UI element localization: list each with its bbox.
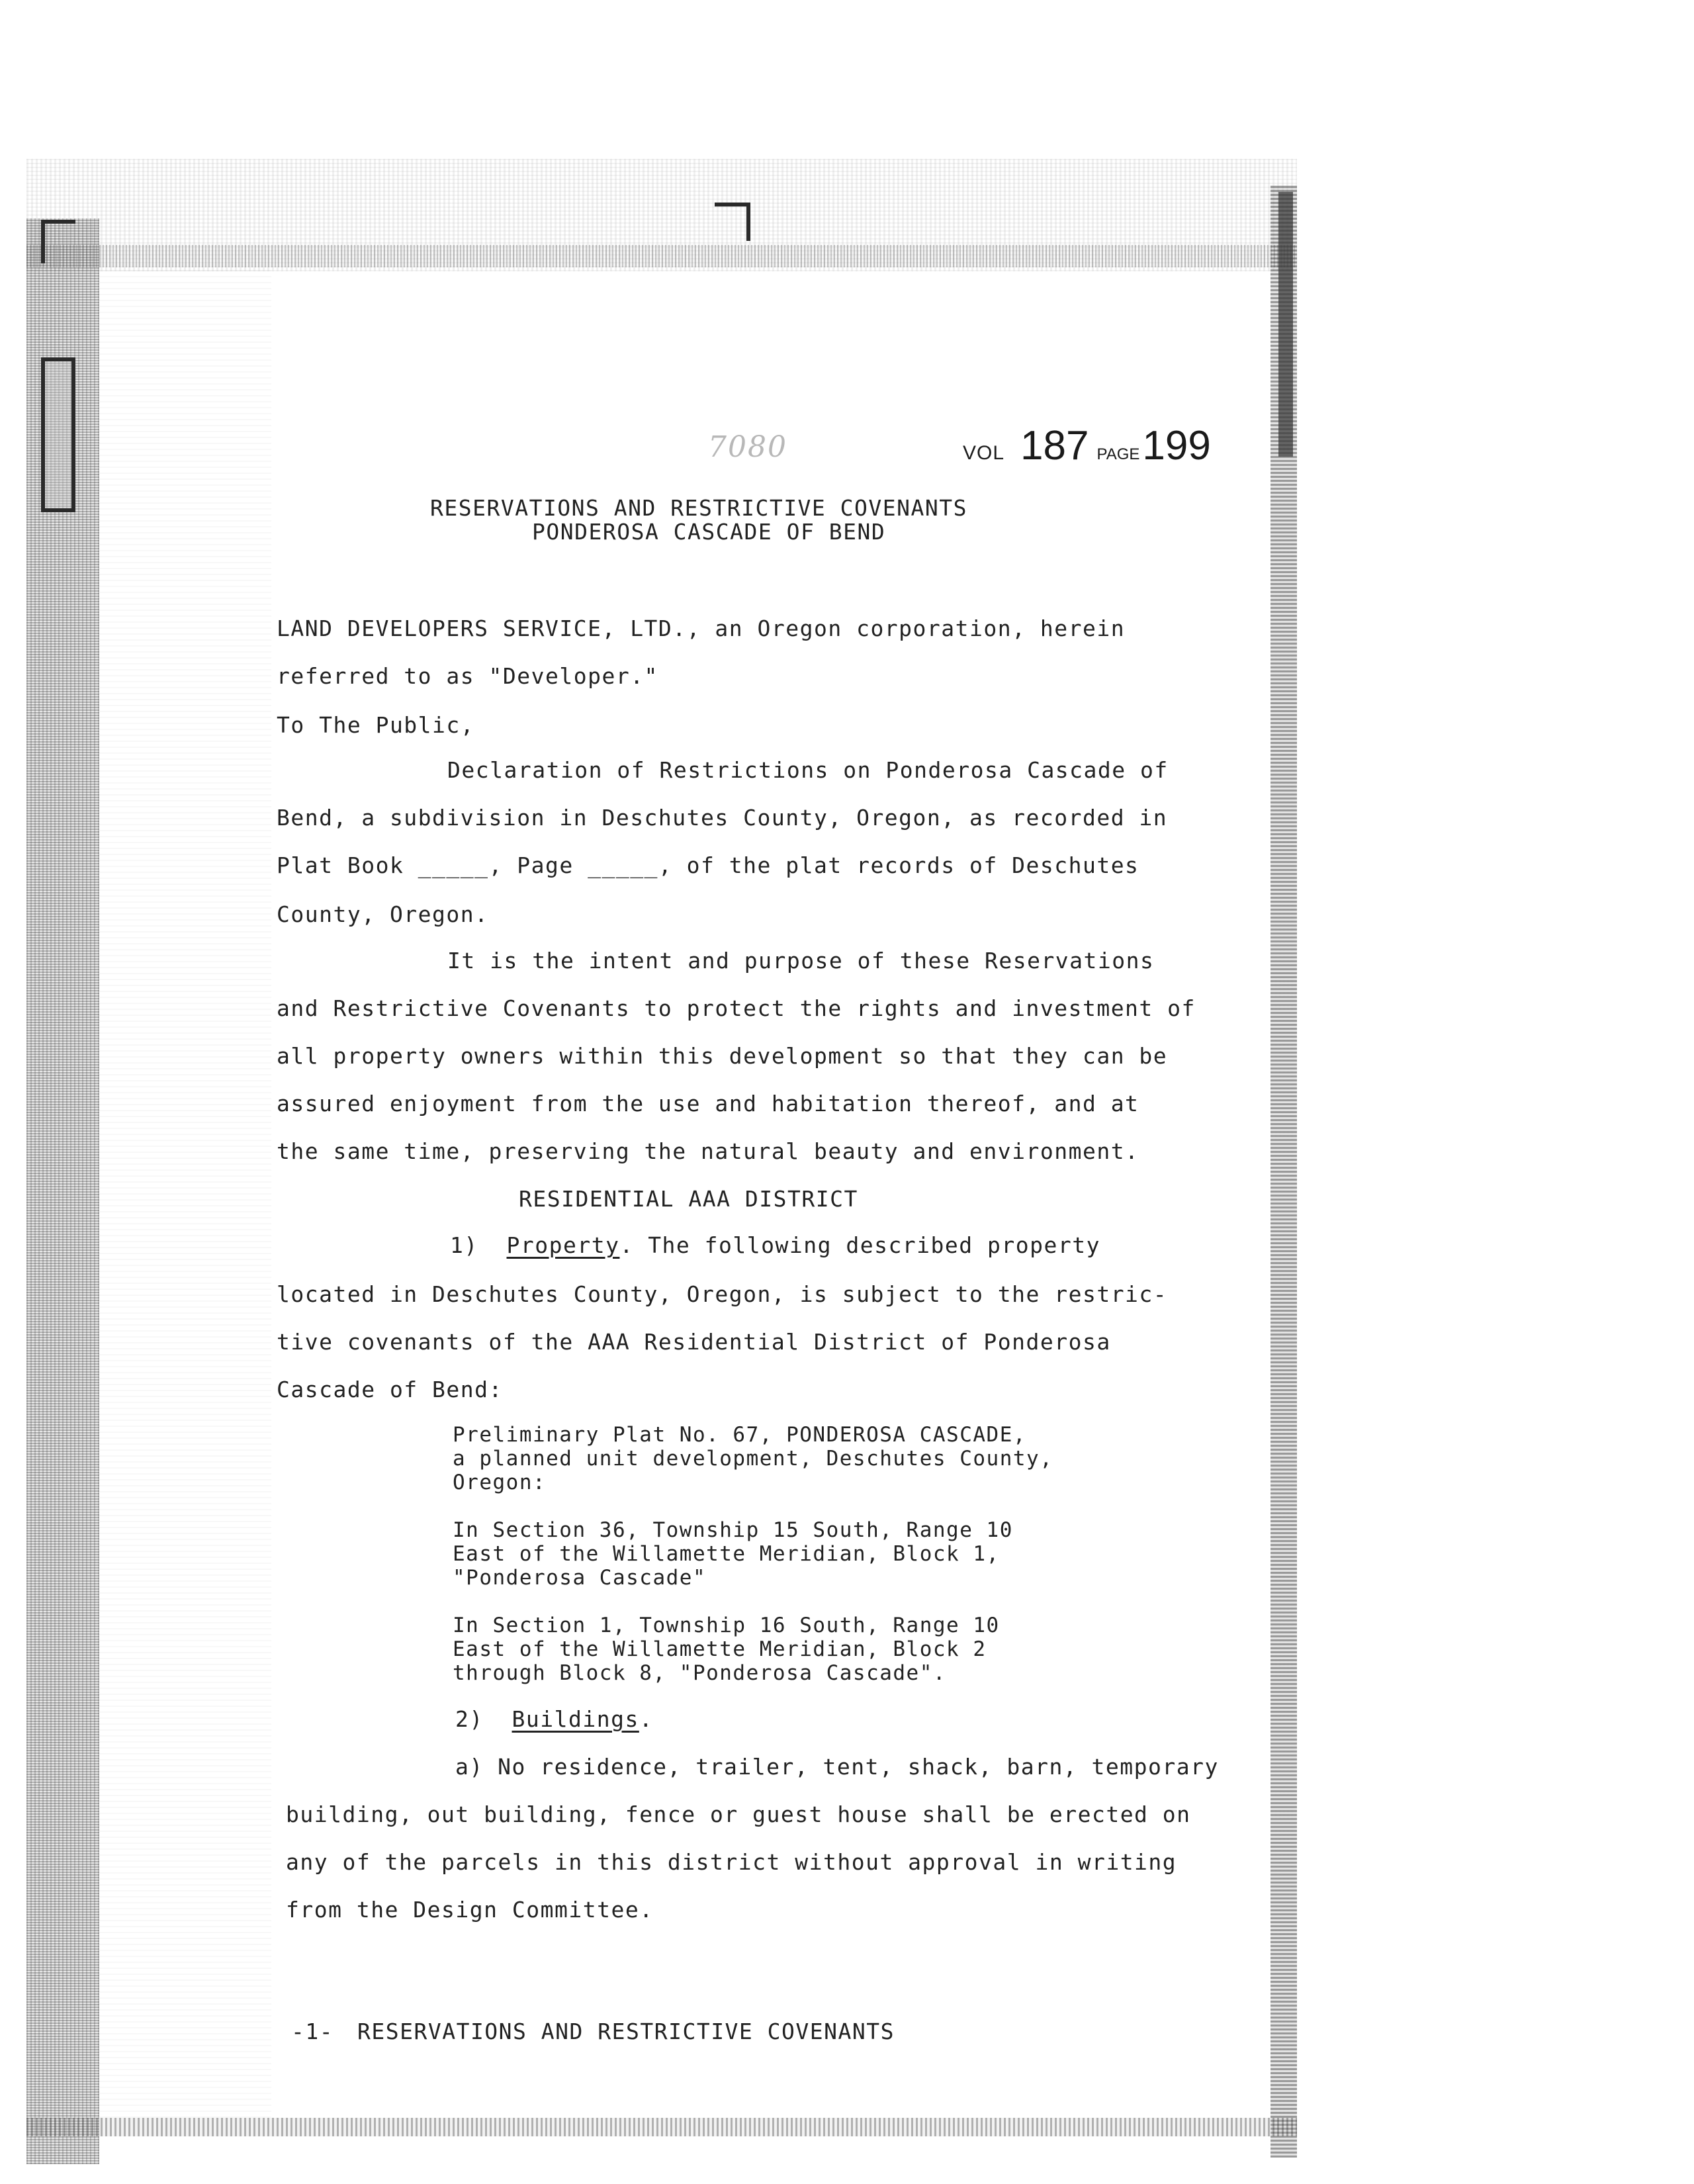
legal-description-1-line-1: Preliminary Plat No. 67, PONDEROSA CASCADE, [453, 1423, 1027, 1447]
property-title: Property [506, 1232, 620, 1258]
party-line-2: referred to as "Developer." [277, 663, 658, 689]
faint-recording-number: 7080 [708, 430, 787, 464]
corner-crop-mark-right [715, 203, 750, 241]
property-line-1-rest: . The following described property [619, 1232, 1100, 1258]
district-heading: RESIDENTIAL AAA DISTRICT [519, 1186, 858, 1212]
legal-description-1-line-3: Oregon: [453, 1471, 547, 1494]
vol-number: 187 [1020, 423, 1089, 469]
legal-description-2-line-3: "Ponderosa Cascade" [453, 1566, 707, 1590]
scan-noise-left [99, 265, 271, 2118]
buildings-heading [455, 1706, 653, 1733]
property-clause-line-4: Cascade of Bend: [277, 1377, 503, 1402]
intent-line-5: the same time, preserving the natural beauty and environment. [277, 1138, 1139, 1164]
binder-slot-mark [41, 357, 75, 512]
declaration-line-1: Declaration of Restrictions on Ponderosa Cascade of [447, 757, 1169, 783]
legal-description-3-line-3: through Block 8, "Ponderosa Cascade". [453, 1661, 947, 1685]
intent-line-2: and Restrictive Covenants to protect the rights and investment of [277, 995, 1196, 1021]
legal-description-2-line-2: East of the Willamette Meridian, Block 1, [453, 1542, 1000, 1566]
party-line-1: LAND DEVELOPERS SERVICE, LTD., an Oregon corporation, herein [277, 615, 1126, 641]
scan-edge-right-dark [1278, 192, 1293, 457]
corner-crop-mark-left [41, 220, 75, 263]
vol-label: VOL [963, 442, 1005, 464]
declaration-line-4: County, Oregon. [277, 901, 489, 927]
property-clause-line-2: located in Deschutes County, Oregon, is subject to the restric- [277, 1281, 1168, 1307]
legal-description-3-line-2: East of the Willamette Meridian, Block 2 [453, 1637, 987, 1661]
buildings-a-line-3: any of the parcels in this district without approval in writing [286, 1849, 1177, 1875]
buildings-a-line-2: building, out building, fence or guest house shall be erected on [286, 1801, 1191, 1827]
buildings-title: Buildings [512, 1706, 639, 1732]
footer-page-marker: -1- [291, 2019, 334, 2044]
scan-edge-bottom [26, 2118, 1297, 2136]
legal-description-2-line-1: In Section 36, Township 15 South, Range 10 [453, 1518, 1013, 1542]
buildings-a-line-4: from the Design Committee. [286, 1897, 654, 1923]
buildings-period: . [639, 1706, 654, 1732]
footer-document-title: RESERVATIONS AND RESTRICTIVE COVENANTS [357, 2019, 895, 2044]
scan-edge-top [26, 245, 1297, 267]
declaration-line-2: Bend, a subdivision in Deschutes County, Oregon, as recorded in [277, 805, 1168, 831]
document-title: RESERVATIONS AND RESTRICTIVE COVENANTS [430, 495, 967, 521]
salutation: To The Public, [277, 712, 475, 738]
intent-line-4: assured enjoyment from the use and habitation thereof, and at [277, 1091, 1139, 1116]
property-clause-line-3: tive covenants of the AAA Residential District of Ponderosa [277, 1329, 1111, 1355]
volume-page-stamp [963, 422, 1211, 475]
scan-edge-right [1270, 185, 1297, 2158]
intent-line-3: all property owners within this development so that they can be [277, 1043, 1168, 1069]
document-subtitle: PONDEROSA CASCADE OF BEND [532, 519, 886, 545]
intent-line-1: It is the intent and purpose of these Reservations [447, 948, 1155, 974]
legal-description-3-line-1: In Section 1, Township 16 South, Range 10 [453, 1614, 1000, 1637]
page-label: PAGE [1096, 445, 1140, 463]
page-number: 199 [1142, 423, 1211, 469]
buildings-a-line-1: a) No residence, trailer, tent, shack, barn, temporary [455, 1754, 1219, 1780]
legal-description-1-line-2: a planned unit development, Deschutes County, [453, 1447, 1053, 1471]
property-number: 1) [450, 1232, 478, 1258]
declaration-line-3: Plat Book _____, Page _____, of the plat records of Deschutes [277, 852, 1139, 878]
buildings-number: 2) [455, 1706, 484, 1732]
property-clause-line-1 [450, 1232, 1100, 1259]
